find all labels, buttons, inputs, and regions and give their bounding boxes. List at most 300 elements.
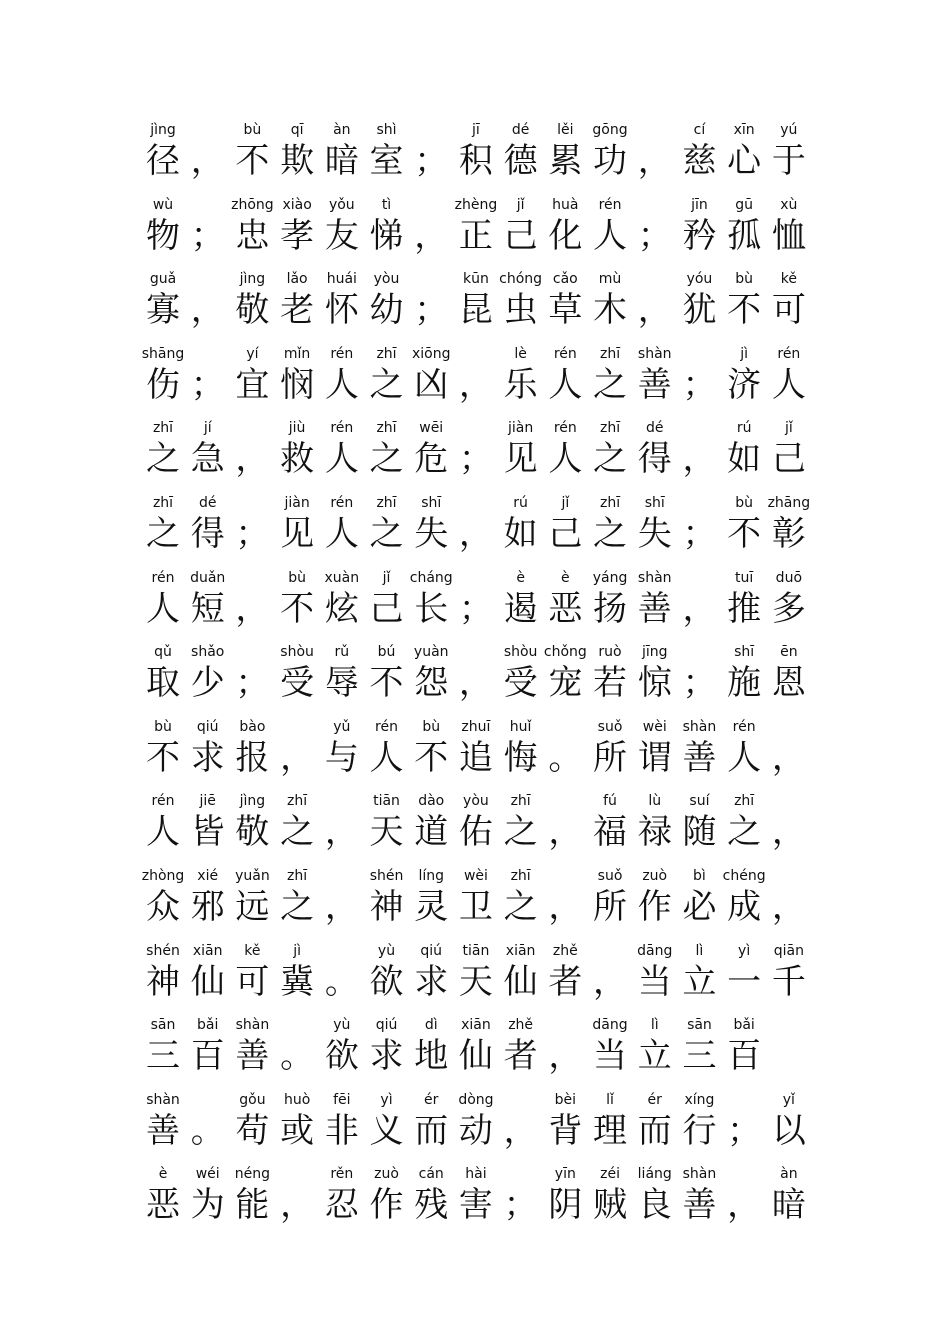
pinyin-annotation: guǎ xyxy=(149,271,177,288)
hanzi-character: ， xyxy=(414,215,449,256)
char-cell xyxy=(279,344,315,404)
pinyin-annotation: jī xyxy=(472,122,480,138)
char-cell xyxy=(592,568,628,628)
hanzi-character: 危 xyxy=(414,439,449,480)
hanzi-character: 众 xyxy=(146,887,180,927)
char-cell xyxy=(190,493,226,553)
hanzi-character: 背 xyxy=(548,1110,583,1151)
hanzi-character: ， xyxy=(458,364,493,405)
char-cell xyxy=(324,195,360,255)
pinyin-annotation: suí xyxy=(689,793,710,810)
pinyin-annotation: qī xyxy=(290,122,304,138)
pinyin-annotation: lù xyxy=(648,793,662,810)
char-cell xyxy=(234,493,270,553)
char-cell xyxy=(369,1015,405,1075)
hanzi-character: 之 xyxy=(503,887,538,927)
hanzi-character: 幼 xyxy=(369,290,404,331)
hanzi-character: 神 xyxy=(369,887,404,927)
hanzi-character: 矜 xyxy=(682,215,717,256)
pinyin-annotation: è xyxy=(561,569,570,586)
pinyin-annotation: rú xyxy=(736,420,752,437)
char-cell xyxy=(592,195,628,255)
hanzi-character: ， xyxy=(727,1185,762,1226)
pinyin-annotation: kūn xyxy=(462,271,489,288)
pinyin-annotation: rén xyxy=(732,718,756,735)
pinyin-annotation: huǐ xyxy=(509,718,532,735)
pinyin-annotation: rén xyxy=(151,793,175,810)
pinyin-annotation: yǐ xyxy=(782,1091,795,1108)
char-cell xyxy=(726,120,762,180)
hanzi-character: 人 xyxy=(771,364,806,405)
hanzi-character: ， xyxy=(637,290,672,331)
hanzi-character: 失 xyxy=(414,514,449,554)
pinyin-annotation: shàn xyxy=(637,345,672,362)
pinyin-annotation: kě xyxy=(244,942,261,959)
hanzi-character: 正 xyxy=(458,215,493,256)
char-cell xyxy=(503,493,539,553)
hanzi-character: 之 xyxy=(369,439,404,480)
char-cell xyxy=(726,568,762,628)
hanzi-character: 敬 xyxy=(235,290,270,331)
pinyin-annotation: rú xyxy=(513,495,528,511)
char-cell xyxy=(413,866,449,926)
char-cell xyxy=(234,269,270,329)
char-cell xyxy=(681,941,717,1001)
hanzi-character: 百 xyxy=(190,1036,225,1077)
hanzi-character: 之 xyxy=(593,439,628,480)
hanzi-character: 之 xyxy=(593,364,628,405)
pinyin-annotation: lěi xyxy=(557,122,574,138)
hanzi-character: 恶 xyxy=(146,1185,180,1226)
pinyin-annotation: xiōng xyxy=(411,345,451,362)
char-cell xyxy=(190,1164,226,1224)
char-cell xyxy=(726,1015,762,1075)
pinyin-annotation: shàn xyxy=(146,1091,180,1108)
char-cell xyxy=(547,269,583,329)
char-cell xyxy=(324,1015,360,1075)
char-cell xyxy=(234,1164,270,1224)
hanzi-character: 动 xyxy=(458,1110,493,1151)
char-cell xyxy=(547,866,583,926)
hanzi-character: 可 xyxy=(235,961,270,1002)
hanzi-character: 推 xyxy=(727,588,762,629)
char-cell xyxy=(771,269,807,329)
char-cell xyxy=(637,568,673,628)
pinyin-annotation: zhōng xyxy=(231,196,274,213)
pinyin-annotation: shī xyxy=(734,644,755,661)
pinyin-annotation: suǒ xyxy=(597,718,623,735)
pinyin-annotation: jìng xyxy=(239,271,266,288)
pinyin-annotation: shén xyxy=(369,868,404,884)
pinyin-annotation: shī xyxy=(421,495,442,511)
hanzi-character: 暗 xyxy=(771,1185,806,1226)
hanzi-character: ， xyxy=(593,961,628,1002)
text-line xyxy=(145,717,807,777)
pinyin-annotation: yóu xyxy=(686,271,713,288)
hanzi-character: 皆 xyxy=(190,812,225,853)
hanzi-character: 老 xyxy=(280,290,315,331)
pinyin-annotation: chǒng xyxy=(543,644,587,661)
hanzi-character: 径 xyxy=(146,141,180,181)
text-line xyxy=(145,1164,807,1224)
hanzi-character: 佑 xyxy=(458,812,493,853)
char-cell xyxy=(279,493,315,553)
pinyin-annotation: rén xyxy=(375,718,398,735)
hanzi-character: 人 xyxy=(727,737,762,778)
pinyin-annotation: wèi xyxy=(463,868,488,884)
char-cell xyxy=(458,344,494,404)
pinyin-annotation: jì xyxy=(293,942,301,959)
char-cell xyxy=(458,120,494,180)
char-cell xyxy=(279,418,315,478)
hanzi-character: 苟 xyxy=(235,1110,270,1151)
hanzi-character: 善 xyxy=(682,1185,717,1226)
hanzi-character: 与 xyxy=(324,737,359,778)
pinyin-annotation: dé xyxy=(645,420,664,437)
pinyin-annotation: bù xyxy=(735,271,754,288)
pinyin-annotation: shàn xyxy=(235,1017,270,1034)
hanzi-character: 可 xyxy=(771,290,806,331)
pinyin-annotation: dé xyxy=(511,122,530,138)
char-cell xyxy=(637,866,673,926)
char-cell xyxy=(369,941,405,1001)
char-cell xyxy=(637,717,673,777)
char-cell xyxy=(771,642,807,702)
hanzi-character: 不 xyxy=(414,737,449,778)
pinyin-annotation: gōng xyxy=(592,122,628,138)
pinyin-annotation: wèi xyxy=(642,718,667,735)
pinyin-annotation: xīn xyxy=(733,122,755,138)
char-cell xyxy=(324,493,360,553)
char-cell xyxy=(547,120,583,180)
char-cell xyxy=(592,344,628,404)
hanzi-character: 千 xyxy=(771,961,806,1002)
char-cell xyxy=(458,791,494,851)
hanzi-character: 或 xyxy=(280,1110,315,1151)
char-cell xyxy=(726,344,762,404)
pinyin-annotation: xuàn xyxy=(324,569,360,586)
pinyin-annotation: shàn xyxy=(682,718,717,735)
pinyin-annotation: suǒ xyxy=(597,868,623,884)
hanzi-character: 之 xyxy=(146,514,180,554)
hanzi-character: 之 xyxy=(146,439,180,480)
char-cell xyxy=(637,195,673,255)
char-cell xyxy=(279,717,315,777)
pinyin-annotation: rǔ xyxy=(334,644,350,661)
pinyin-annotation: cǎo xyxy=(552,271,578,288)
pinyin-annotation: zhī xyxy=(599,495,621,511)
text-line xyxy=(145,120,807,180)
char-cell xyxy=(771,941,807,1001)
char-cell xyxy=(369,866,405,926)
char-cell xyxy=(324,1090,360,1150)
hanzi-character: 远 xyxy=(235,887,270,927)
char-cell xyxy=(503,195,539,255)
char-cell xyxy=(324,269,360,329)
pinyin-annotation: zhuī xyxy=(461,718,491,735)
pinyin-annotation: shī xyxy=(644,495,665,511)
hanzi-character: 作 xyxy=(369,1185,404,1226)
pinyin-annotation: rén xyxy=(553,420,577,437)
pinyin-annotation: jìng xyxy=(239,793,266,810)
char-cell xyxy=(722,866,766,927)
hanzi-character: 受 xyxy=(503,663,538,704)
char-cell xyxy=(637,269,673,329)
pinyin-annotation: zéi xyxy=(600,1166,620,1183)
hanzi-character: 少 xyxy=(190,663,225,704)
pinyin-annotation: zhě xyxy=(508,1017,534,1034)
pinyin-annotation: kě xyxy=(780,271,797,288)
char-cell xyxy=(771,195,807,255)
char-cell xyxy=(145,941,181,1001)
hanzi-character: 恩 xyxy=(771,663,806,704)
hanzi-character: 理 xyxy=(593,1110,628,1151)
hanzi-character: 失 xyxy=(637,514,672,554)
char-cell xyxy=(547,1164,583,1224)
hanzi-character: ， xyxy=(503,1110,538,1151)
hanzi-character: ； xyxy=(458,588,493,629)
char-cell xyxy=(547,1015,583,1075)
char-cell xyxy=(767,493,811,554)
hanzi-character: 不 xyxy=(727,290,762,331)
pinyin-annotation: è xyxy=(158,1166,168,1183)
char-cell xyxy=(234,717,270,777)
pinyin-annotation: ér xyxy=(424,1091,439,1108)
pinyin-annotation: rén xyxy=(553,345,577,362)
char-cell xyxy=(413,1164,449,1224)
hanzi-character: 己 xyxy=(548,514,583,554)
hanzi-character: 善 xyxy=(146,1110,180,1151)
char-cell xyxy=(503,344,539,404)
char-cell xyxy=(458,1164,494,1224)
hanzi-character: 彰 xyxy=(771,514,806,554)
hanzi-character: 不 xyxy=(280,588,315,629)
hanzi-character: ， xyxy=(280,737,315,778)
hanzi-character: 而 xyxy=(637,1110,672,1151)
char-cell xyxy=(413,344,449,404)
pinyin-annotation: lǐ xyxy=(606,1091,614,1108)
hanzi-character: ， xyxy=(548,1036,583,1077)
hanzi-character: 己 xyxy=(771,439,806,480)
char-cell xyxy=(145,642,181,702)
char-cell xyxy=(681,195,717,255)
char-cell xyxy=(190,418,226,478)
char-cell xyxy=(726,941,762,1001)
pinyin-annotation: zhī xyxy=(510,793,531,810)
hanzi-character: 悔 xyxy=(503,737,538,778)
char-cell xyxy=(279,120,315,180)
char-cell xyxy=(681,269,717,329)
char-cell xyxy=(771,568,807,628)
hanzi-character: 之 xyxy=(369,364,404,405)
pinyin-annotation: zhī xyxy=(152,420,174,437)
char-cell xyxy=(592,120,628,180)
char-cell xyxy=(499,269,543,331)
pinyin-annotation: bù xyxy=(735,495,754,511)
pinyin-annotation: huái xyxy=(326,271,357,288)
pinyin-annotation: shén xyxy=(146,942,180,959)
hanzi-character: ； xyxy=(637,215,672,256)
char-cell xyxy=(369,120,405,180)
pinyin-annotation: xié xyxy=(197,868,219,884)
char-cell xyxy=(458,717,494,777)
pinyin-annotation: xiào xyxy=(282,196,312,213)
char-cell xyxy=(409,568,453,629)
char-cell xyxy=(771,1015,807,1075)
hanzi-character: ； xyxy=(190,364,225,405)
hanzi-character: 禄 xyxy=(637,812,672,853)
char-cell xyxy=(145,568,181,628)
pinyin-annotation: zhòng xyxy=(141,868,185,884)
char-cell xyxy=(234,568,270,628)
hanzi-character: 人 xyxy=(548,439,583,480)
char-cell xyxy=(547,717,583,777)
pinyin-annotation: dāng xyxy=(637,942,673,959)
hanzi-character: 乐 xyxy=(503,364,538,405)
pinyin-annotation: yú xyxy=(780,122,798,138)
pinyin-annotation: bì xyxy=(693,868,706,884)
hanzi-character: 一 xyxy=(727,961,762,1002)
hanzi-character: 。 xyxy=(548,737,583,778)
char-cell xyxy=(726,493,762,553)
char-cell xyxy=(547,791,583,851)
char-cell xyxy=(771,717,807,777)
char-cell xyxy=(771,866,807,926)
hanzi-character: 恶 xyxy=(548,588,583,629)
hanzi-character: 之 xyxy=(503,812,538,853)
char-cell xyxy=(681,1164,717,1224)
hanzi-character: 善 xyxy=(637,364,672,405)
char-cell xyxy=(637,791,673,851)
char-cell xyxy=(279,642,315,702)
char-cell xyxy=(592,941,628,1001)
char-cell xyxy=(592,1164,628,1224)
pinyin-annotation: zhī xyxy=(287,868,308,884)
pinyin-annotation: zhèng xyxy=(454,196,498,213)
hanzi-character: 多 xyxy=(771,588,806,629)
char-cell xyxy=(190,344,226,404)
pinyin-annotation: lì xyxy=(650,1017,659,1034)
hanzi-character: 人 xyxy=(369,737,404,778)
hanzi-character: 谓 xyxy=(637,737,672,778)
hanzi-character: 道 xyxy=(414,812,449,853)
hanzi-character: 卫 xyxy=(458,887,493,927)
hanzi-character: 人 xyxy=(324,364,359,405)
pinyin-annotation: dé xyxy=(198,495,217,511)
pinyin-annotation: yòu xyxy=(463,793,489,810)
hanzi-character: ， xyxy=(458,663,493,704)
hanzi-character: 非 xyxy=(324,1110,359,1151)
hanzi-character: 若 xyxy=(593,663,628,704)
char-cell xyxy=(324,344,360,404)
pinyin-annotation: yì xyxy=(380,1091,393,1108)
pinyin-annotation: àn xyxy=(780,1166,798,1183)
hanzi-character: 悯 xyxy=(280,364,315,405)
pinyin-annotation: yì xyxy=(738,942,751,959)
char-cell xyxy=(369,195,405,255)
hanzi-character: 昆 xyxy=(458,290,493,331)
pinyin-annotation: wéi xyxy=(195,1166,220,1183)
text-line xyxy=(145,791,807,851)
hanzi-character: ， xyxy=(458,514,493,554)
text-line xyxy=(145,418,807,478)
hanzi-character: ， xyxy=(682,439,717,480)
char-cell xyxy=(547,493,583,553)
char-cell xyxy=(637,642,673,702)
char-cell xyxy=(503,642,539,702)
hanzi-character: 德 xyxy=(503,141,538,181)
pinyin-annotation: gū xyxy=(735,196,754,213)
pinyin-annotation: qǔ xyxy=(154,644,172,661)
char-cell xyxy=(771,1090,807,1150)
char-cell xyxy=(279,568,315,628)
hanzi-character: 仙 xyxy=(190,961,225,1002)
hanzi-character: 之 xyxy=(280,812,315,853)
hanzi-character: ， xyxy=(324,812,359,853)
char-cell xyxy=(324,1164,360,1224)
char-cell xyxy=(413,642,449,702)
hanzi-character: 善 xyxy=(682,737,717,778)
hanzi-character: 心 xyxy=(727,141,762,181)
pinyin-annotation: jiù xyxy=(288,420,306,437)
hanzi-character: 所 xyxy=(593,887,628,927)
pinyin-annotation: ér xyxy=(647,1091,662,1108)
pinyin-annotation: shì xyxy=(376,122,397,138)
char-cell xyxy=(771,418,807,478)
pinyin-annotation: zhī xyxy=(376,420,397,437)
text-line xyxy=(145,195,807,255)
hanzi-character: 人 xyxy=(146,812,180,853)
hanzi-character: 累 xyxy=(548,141,583,181)
hanzi-character: 求 xyxy=(190,737,225,778)
pinyin-annotation: tuī xyxy=(735,569,754,586)
char-cell xyxy=(190,791,226,851)
hanzi-character: ； xyxy=(190,215,225,256)
char-cell xyxy=(726,717,762,777)
hanzi-character: ， xyxy=(324,887,359,927)
char-cell xyxy=(369,1164,405,1224)
pinyin-annotation: yǔ xyxy=(333,718,351,735)
hanzi-character: 暗 xyxy=(324,141,359,181)
char-cell xyxy=(681,1090,717,1150)
pinyin-annotation: ēn xyxy=(780,644,798,661)
hanzi-character: ； xyxy=(682,364,717,405)
pinyin-annotation: néng xyxy=(234,1166,271,1183)
text-line xyxy=(145,941,807,1001)
char-cell xyxy=(681,344,717,404)
pinyin-annotation: zhī xyxy=(376,345,397,362)
char-cell xyxy=(145,791,181,851)
hanzi-character: 神 xyxy=(146,961,180,1002)
hanzi-character: 不 xyxy=(146,737,180,778)
hanzi-character: 虫 xyxy=(503,290,538,331)
hanzi-character: ； xyxy=(235,514,270,554)
hanzi-character: 如 xyxy=(503,514,538,554)
hanzi-character: 木 xyxy=(593,290,628,331)
char-cell xyxy=(279,269,315,329)
pinyin-annotation: jǐ xyxy=(382,569,391,586)
char-cell xyxy=(234,866,270,926)
hanzi-character: 人 xyxy=(146,588,180,629)
char-cell xyxy=(369,717,405,777)
char-cell xyxy=(369,791,405,851)
char-cell xyxy=(145,418,181,478)
hanzi-character: 不 xyxy=(727,514,762,554)
char-cell xyxy=(190,1090,226,1150)
pinyin-annotation: rěn xyxy=(330,1166,354,1183)
hanzi-character: 不 xyxy=(369,663,404,704)
char-cell xyxy=(458,866,494,926)
